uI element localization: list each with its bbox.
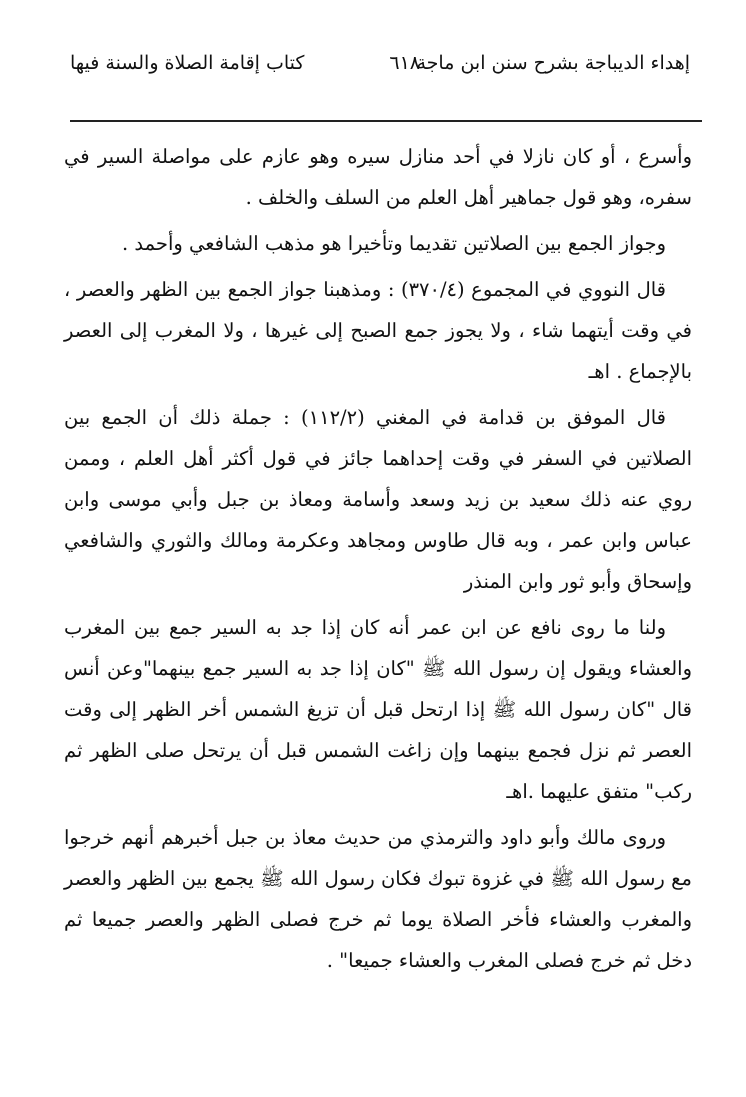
- paragraph-nafi-hadith: ولنا ما روى نافع عن ابن عمر أنه كان إذا جد به السير جمع بين المغرب والعشاء ويقول إن رسول الله ﷺ "كان إذا جد به السير جمع بينهما"وعن أنس قال "كان رسول الله ﷺ إذا ارتحل قبل أن تزيغ الشمس أخر الظهر إلى وقت العصر ثم نزل فجمع بينهما وإن زاغت الشمس قبل أن يرتحل صلى الظهر ثم ركب" متفق عليهما .اهـ: [64, 616, 692, 803]
- paragraph-continuation: وأسرع ، أو كان نازلا في أحد منازل سيره وهو عازم على مواصلة السير في سفره، وهو قول جماهير أهل العلم من السلف والخلف .: [64, 145, 692, 209]
- paragraph-ibn-qudama-quote: قال الموفق بن قدامة في المغني (١١٢/٢) : جملة ذلك أن الجمع بين الصلاتين في السفر في وقت إحداهما جائز في قول أكثر أهل العلم ، وممن روي عنه ذلك سعيد بن زيد وسعد وأسامة ومعاذ بن جبل وأبي موسى وابن عباس وابن عمر ، وبه قال طاوس ومجاهد وعكرمة ومالك والثوري والشافعي وإسحاق وأبو ثور وابن المنذر: [64, 406, 692, 593]
- page-number: ٦١٨: [389, 52, 420, 74]
- paragraph-madhhab: وجواز الجمع بين الصلاتين تقديما وتأخيرا هو مذهب الشافعي وأحمد .: [122, 232, 666, 255]
- chapter-title: كتاب إقامة الصلاة والسنة فيها: [70, 52, 305, 74]
- book-title: إهداء الديباجة بشرح سنن ابن ماجة: [416, 52, 690, 74]
- page-body: [64, 136, 692, 986]
- header-divider: [70, 120, 702, 122]
- paragraph-nawawi-quote: قال النووي في المجموع (٣٧٠/٤) : ومذهبنا جواز الجمع بين الظهر والعصر ، في وقت أيتهما شاء ، ولا يجوز جمع الصبح إلى غيرها ، ولا المغرب إلى العصر بالإجماع . اهـ: [64, 278, 692, 383]
- running-header: [70, 52, 690, 84]
- paragraph-muadh-hadith: وروى مالك وأبو داود والترمذي من حديث معاذ بن جبل أخبرهم أنهم خرجوا مع رسول الله ﷺ في غزوة تبوك فكان رسول الله ﷺ يجمع بين الظهر والعصر والمغرب والعشاء فأخر الصلاة يوما ثم خرج فصلى الظهر والعصر جميعا ثم دخل ثم خرج فصلى المغرب والعشاء جميعا" .: [64, 826, 692, 972]
